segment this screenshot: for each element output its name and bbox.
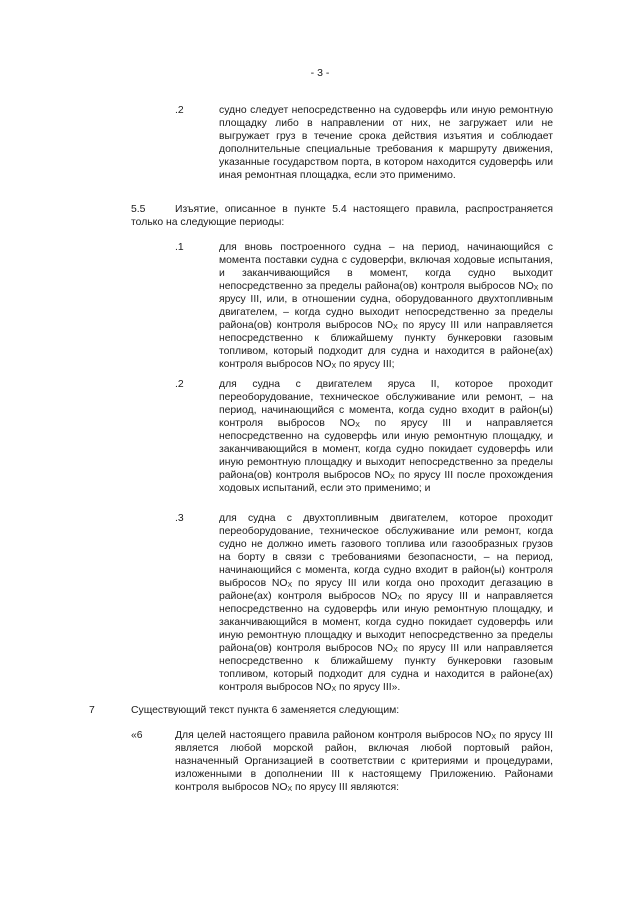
item-number: 5.5 (131, 204, 146, 215)
item-number: .3 (175, 513, 184, 524)
item-text: для судна с двигателем яруса II, которое проходит переоборудование, техническое обслуживание или ремонт, – на период, начинающийся с момента, когда судно входит в район(ы) контроля выбросов $NO_X$ по ярусу III и направляется непосредственно на судоверфь или иную ремонтную площадку, и заканчивающийся в момент, когда судно покидает судоверфь или иную ремонтную площадку и выходит непосредственно за пределы района(ов) контроля выбросов $NO_X$ по ярусу III после прохождения ходовых испытаний, если это применимо; и (219, 379, 553, 494)
item-text: судно следует непосредственно на судоверфь или иную ремонтную площадку либо в направлении от них, не загружает или не выгружает груз в течение срока действия изъятия и соблюдает дополнительные специальные требования к маршруту движения, указанные государством порта, в котором находится судоверфь или иная ремонтная площадка, если это применимо. (219, 105, 553, 181)
item-text: Существующий текст пункта 6 заменяется следующим: (131, 705, 400, 716)
item-number: .1 (175, 242, 184, 253)
item-number: 7 (89, 705, 95, 716)
item-text: Изъятие, описанное в пункте 5.4 настоящего правила, распространяется только на следующие периоды: (131, 204, 553, 228)
item-number: .2 (175, 105, 184, 116)
item-number: .2 (175, 379, 184, 390)
item-text: для судна с двухтопливным двигателем, которое проходит переоборудование, техническое обслуживание или ремонт, когда судно не должно иметь газового топлива или газообразных грузов на борту в связи с требованиями безопасности, – на период, начинающийся с момента, когда судно входит в район(ы) контроля выбросов $NO_X$ по ярусу III или когда оно проходит дегазацию в районе(ах) контроля выбросов $NO_X$ по ярусу III и направляется непосредственно на судоверфь или иную ремонтную площадку, и заканчивающийся в момент, когда судно покидает судоверфь или иную ремонтную площадку и выходит непосредственно за пределы района(ов) контроля выбросов $NO_X$ по ярусу III или направляется непосредственно к ближайшему пункту бункеровки газовым топливом, который подходит для судна и находится в районе(ах) контроля выбросов $NO_X$ по ярусу III». (219, 513, 553, 693)
item-text: Для целей настоящего правила районом контроля выбросов $NO_X$ по ярусу III является любой морской район, включая любой портовый район, назначенный Организацией в соответствии с критериями и процедурами, изложенными в дополнении III к настоящему Приложению. Районами контроля выбросов $NO_X$ по ярусу III являются: (175, 730, 553, 793)
item-text: для вновь построенного судна – на период, начинающийся с момента поставки судна с судоверфи, включая ходовые испытания, и заканчивающийся в момент, когда судно выходит непосредственно за пределы района(ов) контроля выбросов $NO_X$ по ярусу III, или, в отношении судна, оборудованного двухтопливным двигателем, – когда судно выходит непосредственно за пределы района(ов) контроля выбросов $NO_X$ по ярусу III или направляется непосредственно к ближайшему пункту бункеровки газовым топливом, который подходит для судна и находится в районе(ах) контроля выбросов $NO_X$ по ярусу III; (219, 242, 553, 370)
page-number: - 3 - (310, 67, 330, 79)
item-number: «6 (131, 730, 143, 741)
